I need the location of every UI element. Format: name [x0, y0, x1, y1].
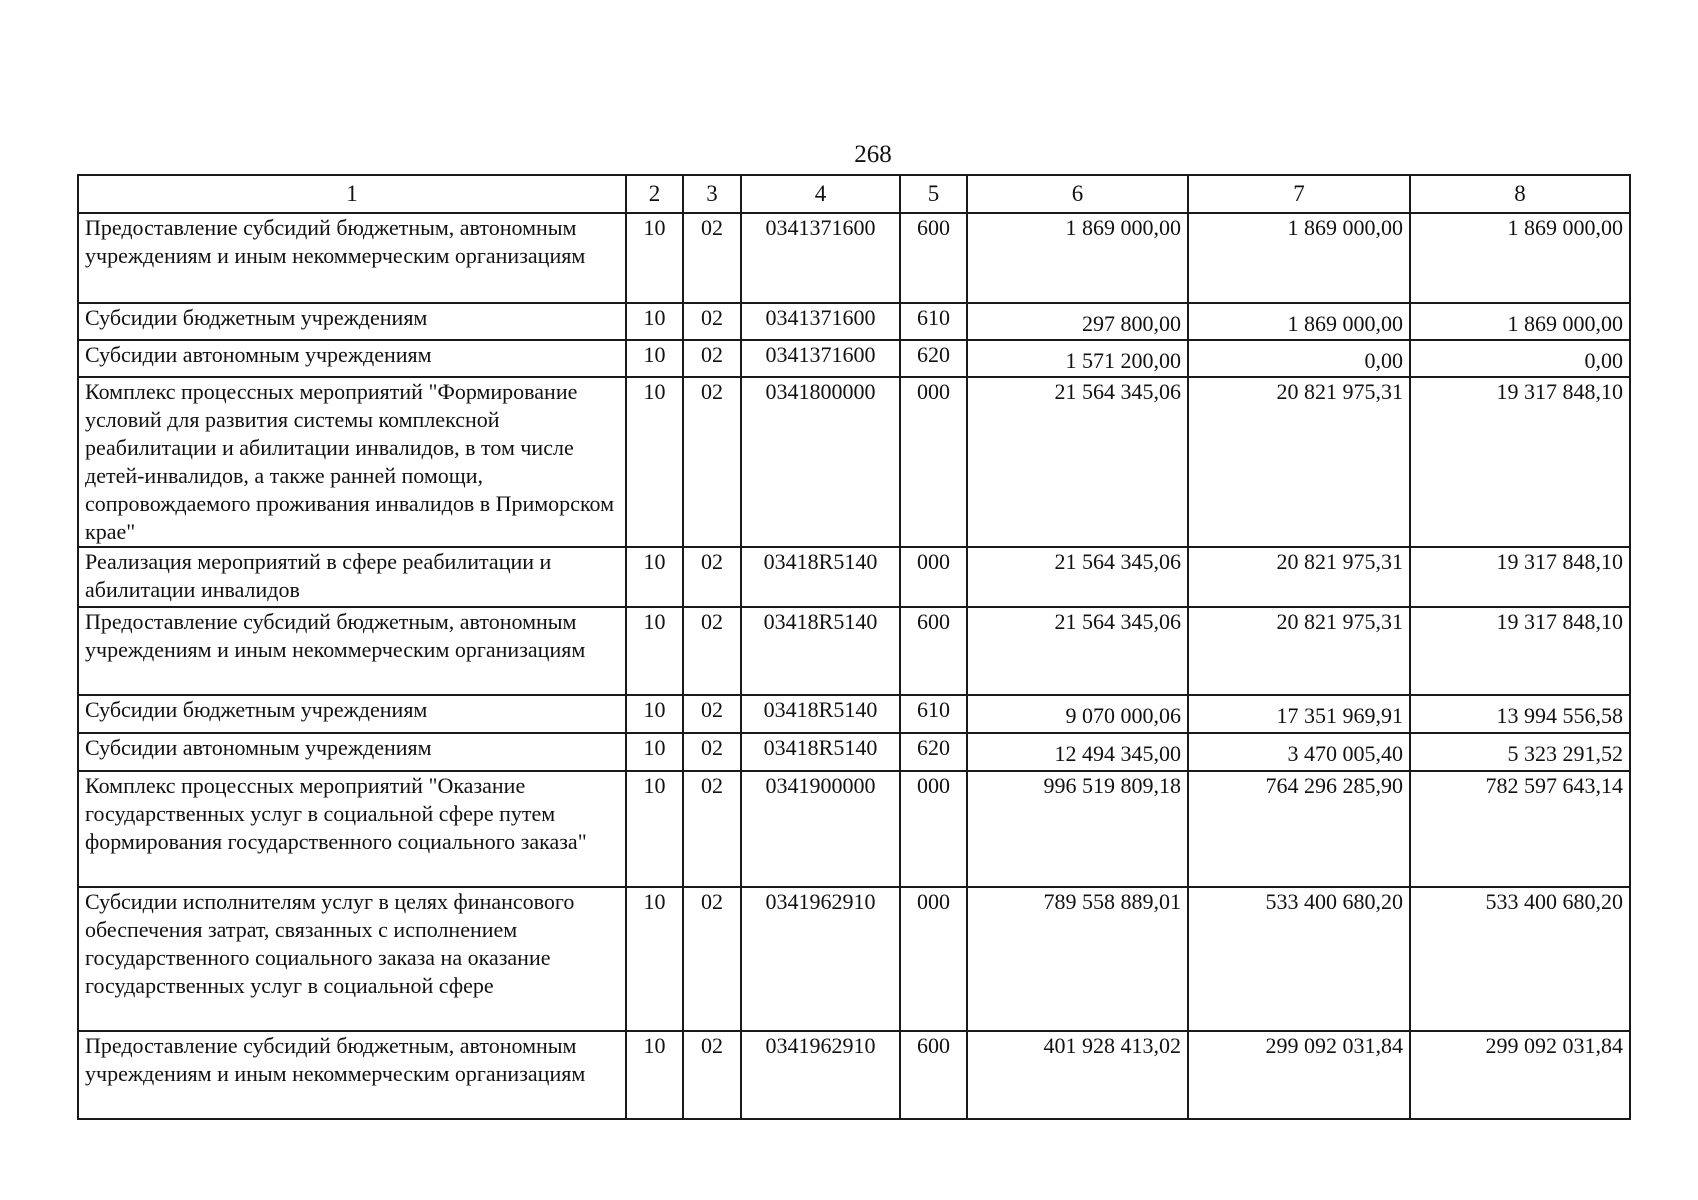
- row-expense-type: 610: [900, 303, 967, 340]
- row-amount-col8: 299 092 031,84: [1410, 1031, 1630, 1119]
- row-section: 10: [626, 695, 683, 733]
- row-subsection: 02: [683, 607, 741, 695]
- table-row: [78, 377, 1630, 547]
- row-amount-col8: 19 317 848,10: [1410, 377, 1630, 547]
- row-amount-col6: 9 070 000,06: [967, 695, 1188, 733]
- row-amount-col7: 20 821 975,31: [1188, 607, 1410, 695]
- row-section: 10: [626, 1031, 683, 1119]
- row-amount-col8: 1 869 000,00: [1410, 303, 1630, 340]
- header-col-2: 2: [626, 175, 683, 213]
- row-name: Субсидии бюджетным учреждениям: [78, 695, 626, 733]
- row-amount-col7: 299 092 031,84: [1188, 1031, 1410, 1119]
- row-amount-col7: 0,00: [1188, 340, 1410, 377]
- row-target-code: 03418R5140: [741, 547, 900, 607]
- row-amount-col7: 533 400 680,20: [1188, 887, 1410, 1031]
- row-expense-type: 620: [900, 733, 967, 771]
- row-name: Субсидии исполнителям услуг в целях финансового обеспечения затрат, связанных с исполнением государственного социального заказа на оказание государственных услуг в социальной сфере: [78, 887, 626, 1031]
- row-target-code: 0341371600: [741, 213, 900, 303]
- row-subsection: 02: [683, 340, 741, 377]
- header-col-5: 5: [900, 175, 967, 213]
- row-subsection: 02: [683, 771, 741, 887]
- header-col-4: 4: [741, 175, 900, 213]
- header-row: [78, 175, 1630, 213]
- row-expense-type: 620: [900, 340, 967, 377]
- row-amount-col7: 1 869 000,00: [1188, 213, 1410, 303]
- row-amount-col7: 1 869 000,00: [1188, 303, 1410, 340]
- page-number-text: 268: [854, 141, 892, 168]
- row-section: 10: [626, 607, 683, 695]
- table-row: [78, 547, 1630, 607]
- row-expense-type: 600: [900, 1031, 967, 1119]
- row-name: Реализация мероприятий в сфере реабилитации и абилитации инвалидов: [78, 547, 626, 607]
- table-row: [78, 607, 1630, 695]
- row-section: 10: [626, 303, 683, 340]
- row-target-code: 03418R5140: [741, 607, 900, 695]
- table-row: [78, 303, 1630, 340]
- row-section: 10: [626, 340, 683, 377]
- row-name: Предоставление субсидий бюджетным, автономным учреждениям и иным некоммерческим организациям: [78, 607, 626, 695]
- header-col-8: 8: [1410, 175, 1630, 213]
- row-expense-type: 610: [900, 695, 967, 733]
- row-amount-col7: 20 821 975,31: [1188, 547, 1410, 607]
- row-amount-col8: 5 323 291,52: [1410, 733, 1630, 771]
- row-amount-col8: 533 400 680,20: [1410, 887, 1630, 1031]
- row-amount-col6: 21 564 345,06: [967, 377, 1188, 547]
- row-expense-type: 000: [900, 547, 967, 607]
- row-amount-col6: 1 571 200,00: [967, 340, 1188, 377]
- row-amount-col6: 401 928 413,02: [967, 1031, 1188, 1119]
- row-amount-col7: 764 296 285,90: [1188, 771, 1410, 887]
- row-subsection: 02: [683, 547, 741, 607]
- row-target-code: 03418R5140: [741, 733, 900, 771]
- row-name: Субсидии автономным учреждениям: [78, 340, 626, 377]
- row-expense-type: 600: [900, 213, 967, 303]
- header-col-1: 1: [78, 175, 626, 213]
- row-subsection: 02: [683, 303, 741, 340]
- row-section: 10: [626, 547, 683, 607]
- table-row: [78, 1031, 1630, 1119]
- table-row: [78, 733, 1630, 771]
- row-amount-col8: 13 994 556,58: [1410, 695, 1630, 733]
- row-amount-col8: 19 317 848,10: [1410, 547, 1630, 607]
- row-expense-type: 000: [900, 771, 967, 887]
- row-amount-col7: 20 821 975,31: [1188, 377, 1410, 547]
- row-name: Субсидии автономным учреждениям: [78, 733, 626, 771]
- row-target-code: 0341900000: [741, 771, 900, 887]
- row-amount-col6: 789 558 889,01: [967, 887, 1188, 1031]
- row-amount-col8: 0,00: [1410, 340, 1630, 377]
- row-amount-col6: 21 564 345,06: [967, 547, 1188, 607]
- row-amount-col6: 996 519 809,18: [967, 771, 1188, 887]
- row-section: 10: [626, 733, 683, 771]
- row-name: Субсидии бюджетным учреждениям: [78, 303, 626, 340]
- row-subsection: 02: [683, 887, 741, 1031]
- row-amount-col8: 1 869 000,00: [1410, 213, 1630, 303]
- row-target-code: 03418R5140: [741, 695, 900, 733]
- row-target-code: 0341962910: [741, 1031, 900, 1119]
- row-section: 10: [626, 771, 683, 887]
- row-expense-type: 600: [900, 607, 967, 695]
- row-section: 10: [626, 377, 683, 547]
- row-amount-col6: 1 869 000,00: [967, 213, 1188, 303]
- row-amount-col6: 297 800,00: [967, 303, 1188, 340]
- header-col-3: 3: [683, 175, 741, 213]
- row-target-code: 0341800000: [741, 377, 900, 547]
- row-name: Предоставление субсидий бюджетным, автономным учреждениям и иным некоммерческим организациям: [78, 1031, 626, 1119]
- row-subsection: 02: [683, 1031, 741, 1119]
- row-target-code: 0341371600: [741, 340, 900, 377]
- table-row: [78, 213, 1630, 303]
- row-amount-col8: 782 597 643,14: [1410, 771, 1630, 887]
- row-name: Предоставление субсидий бюджетным, автономным учреждениям и иным некоммерческим организациям: [78, 213, 626, 303]
- row-section: 10: [626, 887, 683, 1031]
- row-amount-col7: 3 470 005,40: [1188, 733, 1410, 771]
- table-row: [78, 695, 1630, 733]
- row-expense-type: 000: [900, 377, 967, 547]
- table-row: [78, 887, 1630, 1031]
- table-row: [78, 771, 1630, 887]
- header-col-7: 7: [1188, 175, 1410, 213]
- budget-table: [77, 174, 1631, 1120]
- row-section: 10: [626, 213, 683, 303]
- row-subsection: 02: [683, 377, 741, 547]
- row-subsection: 02: [683, 733, 741, 771]
- row-name: Комплекс процессных мероприятий "Оказание государственных услуг в социальной сфере путем формирования государственного социального заказа": [78, 771, 626, 887]
- page-number: [0, 140, 1698, 170]
- table-row: [78, 340, 1630, 377]
- row-amount-col6: 12 494 345,00: [967, 733, 1188, 771]
- row-target-code: 0341371600: [741, 303, 900, 340]
- row-amount-col8: 19 317 848,10: [1410, 607, 1630, 695]
- row-subsection: 02: [683, 213, 741, 303]
- row-expense-type: 000: [900, 887, 967, 1031]
- row-amount-col6: 21 564 345,06: [967, 607, 1188, 695]
- header-col-6: 6: [967, 175, 1188, 213]
- row-target-code: 0341962910: [741, 887, 900, 1031]
- row-subsection: 02: [683, 695, 741, 733]
- row-name: Комплекс процессных мероприятий "Формирование условий для развития системы комплексной реабилитации и абилитации инвалидов, в том числе детей-инвалидов, а также ранней помощи, сопровождаемого проживания инвалидов в Приморском крае": [78, 377, 626, 547]
- row-amount-col7: 17 351 969,91: [1188, 695, 1410, 733]
